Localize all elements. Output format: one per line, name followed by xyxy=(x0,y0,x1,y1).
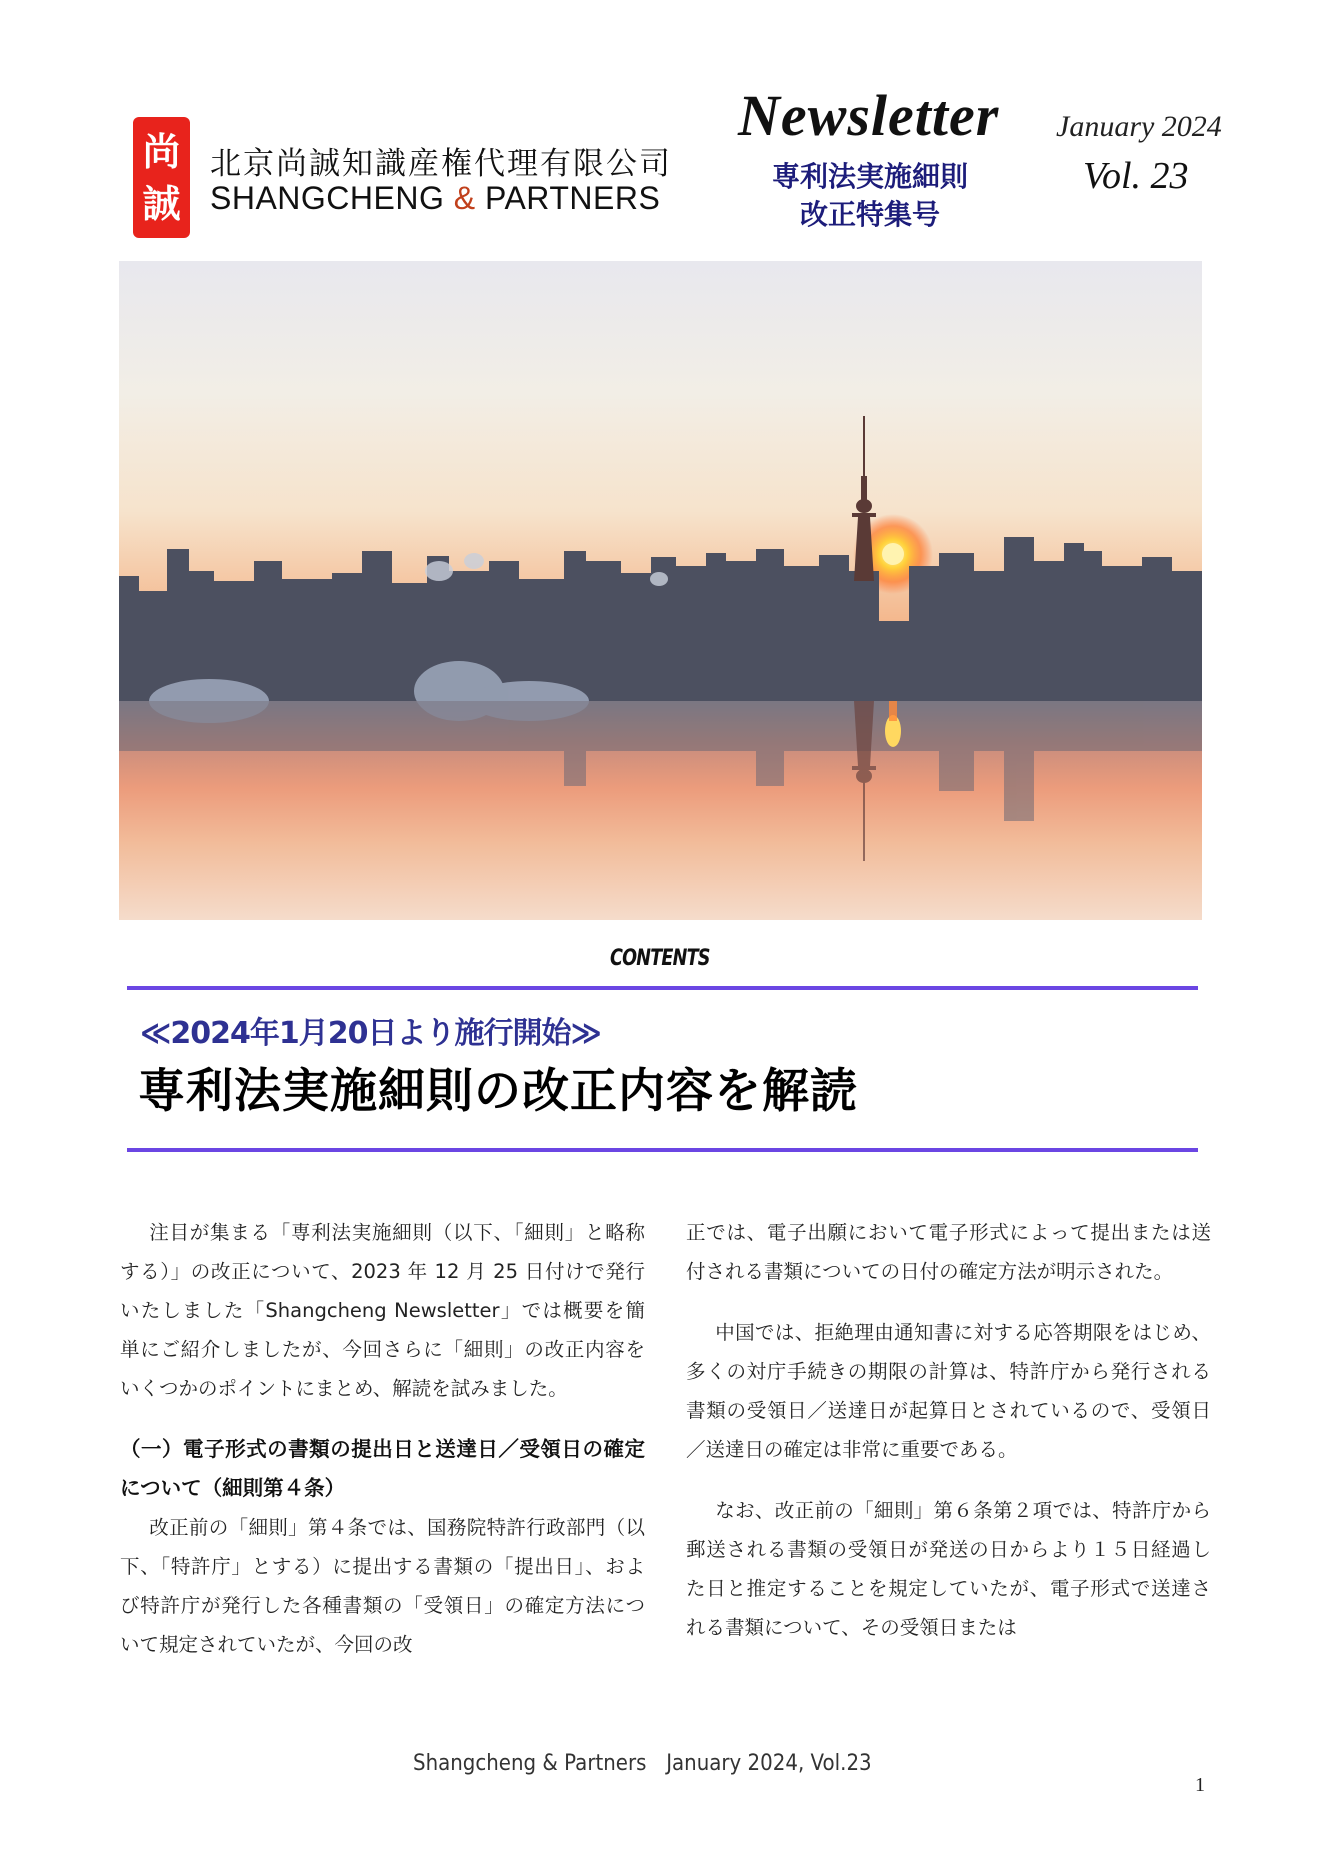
article-right-column xyxy=(686,1213,1211,1669)
issue-volume: Vol. 23 xyxy=(1083,155,1189,197)
headline-bottom-rule xyxy=(127,1148,1198,1152)
contents-label: CONTENTS xyxy=(610,946,710,971)
company-name-en-part2: PARTNERS xyxy=(475,180,661,216)
company-name-ampersand: & xyxy=(453,180,476,216)
body-paragraph: なお、改正前の「細則」第６条第２項では、特許庁から郵送される書類の受領日が発送の日からより１５日経過した日と推定することを規定していたが、電子形式で送達される書類について、その受領日または xyxy=(686,1499,1211,1639)
continued-paragraph: 正では、電子出願において電子形式によって提出または送付される書類についての日付の確定方法が明示された。 xyxy=(686,1221,1211,1283)
headline-effective-date: ≪2024年1月20日より施行開始≫ xyxy=(140,1016,601,1051)
special-issue-line1: 専利法実施細則 xyxy=(771,160,968,193)
body-paragraph: 中国では、拒絶理由通知書に対する応答期限をはじめ、多くの対庁手続きの期限の計算は、特許庁から発行される書類の受領日／送達日が起算日とされているので、受領日／送達日の確定は非常に重要である。 xyxy=(686,1321,1211,1461)
company-name-chinese: 北京尚誠知識産権代理有限公司 xyxy=(210,146,672,182)
page-number: 1 xyxy=(1195,1774,1205,1796)
section-heading: （一）電子形式の書類の提出日と送達日／受領日の確定について（細則第４条） xyxy=(120,1437,645,1500)
company-name-english xyxy=(210,180,660,217)
cover-photo-skyline xyxy=(119,261,1202,920)
company-seal-logo xyxy=(133,117,190,238)
newsletter-title: Newsletter xyxy=(738,83,1000,148)
intro-paragraph: 注目が集まる「専利法実施細則（以下、「細則」と略称する）」の改正について、2023 年 12 月 25 日付けで発行いたしました「Shangcheng Newsletter」では概要を簡単にご紹介しましたが、今回さらに「細則」の改正内容をいくつかのポイントにまとめ、解読を試みました。 xyxy=(120,1221,645,1400)
skyline-silhouette-graphic xyxy=(119,261,1202,920)
special-issue-line2: 改正特集号 xyxy=(799,198,940,231)
seal-char: 尚 xyxy=(142,128,181,174)
seal-char: 誠 xyxy=(142,180,181,226)
footer-publication-info: Shangcheng & Partners January 2024, Vol.23 xyxy=(413,1751,872,1776)
issue-date: January 2024 xyxy=(1056,110,1222,143)
headline-title: 専利法実施細則の改正内容を解読 xyxy=(138,1064,858,1119)
section-paragraph: 改正前の「細則」第４条では、国務院特許行政部門（以下、「特許庁」とする）に提出する書類の「提出日」、および特許庁が発行した各種書類の「受領日」の確定方法について規定されていたが、今回の改 xyxy=(120,1516,645,1656)
special-issue-label xyxy=(740,158,1000,234)
headline-top-rule xyxy=(127,986,1198,990)
company-name-en-part1: SHANGCHENG xyxy=(210,180,454,216)
article-left-column xyxy=(120,1213,645,1686)
